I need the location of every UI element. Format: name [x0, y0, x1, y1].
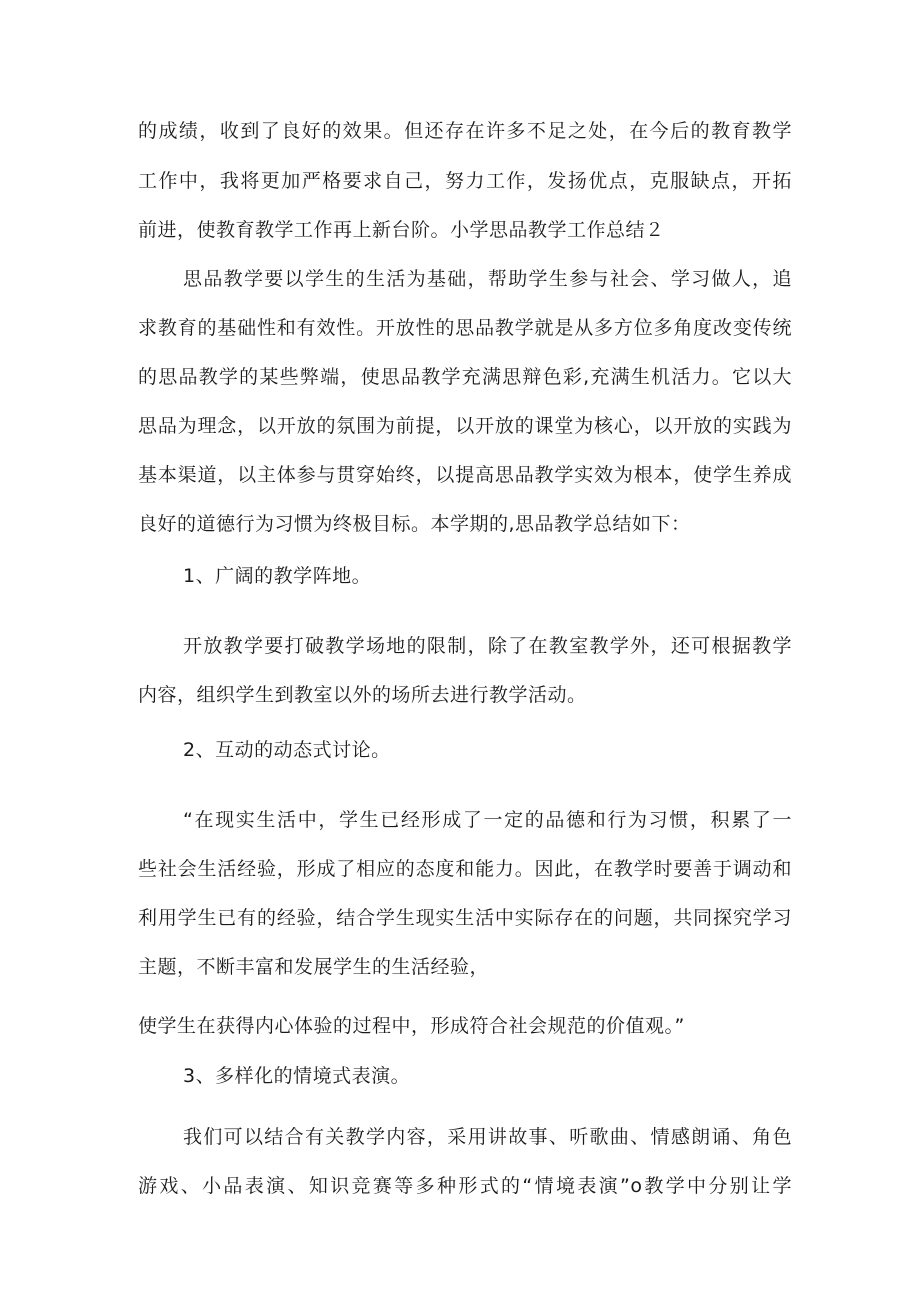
text-line: 前进，使教育教学工作再上新台阶。小学思品教学工作总结２ — [138, 219, 665, 241]
section-heading: 2、互动的动态式讨论。 — [183, 739, 391, 761]
text-line: 基本渠道，以主体参与贯穿始终，以提高思品教学实效为根本，使学生养成 — [138, 464, 792, 486]
text-line: 的成绩，收到了良好的效果。但还存在许多不足之处，在今后的教育教学 — [138, 120, 792, 142]
text-line: 利用学生已有的经验，结合学生现实生活中实际存在的问题，共同探究学习 — [138, 907, 792, 929]
text-line: 良好的道德行为习惯为终极目标。本学期的,思品教学总结如下： — [138, 513, 691, 535]
text-line: 游戏、小品表演、知识竞赛等多种形式的“情境表演”o教学中分别让学 — [138, 1175, 792, 1197]
text-line: 使学生在获得内心体验的过程中，形成符合社会规范的价值观。” — [138, 1015, 685, 1037]
text-line: “在现实生活中，学生已经形成了一定的品德和行为习惯，积累了一 — [183, 809, 792, 831]
section-heading: 1、广阔的教学阵地。 — [183, 565, 372, 587]
text-line: 主题，不断丰富和发展学生的生活经验， — [138, 956, 490, 978]
text-line: 我们可以结合有关教学内容，采用讲故事、听歌曲、情感朗诵、角色 — [183, 1126, 792, 1148]
text-line: 的思品教学的某些弊端，使思品教学充满思辩色彩,充满生机活力。它以大 — [138, 366, 792, 388]
text-line: 开放教学要打破教学场地的限制，除了在教室教学外，还可根据教学 — [183, 635, 792, 657]
text-line: 思品教学要以学生的生活为基础，帮助学生参与社会、学习做人，追 — [183, 268, 792, 290]
text-line: 些社会生活经验，形成了相应的态度和能力。因此，在教学时要善于调动和 — [138, 858, 792, 880]
text-line: 思品为理念，以开放的氛围为前提，以开放的课堂为核心，以开放的实践为 — [138, 415, 792, 437]
text-line: 内容，组织学生到教室以外的场所去进行教学活动。 — [138, 684, 587, 706]
text-line: 工作中，我将更加严格要求自己，努力工作，发扬优点，克服缺点，开拓 — [138, 170, 792, 192]
section-heading: 3、多样化的情境式表演。 — [183, 1065, 411, 1087]
text-line: 求教育的基础性和有效性。开放性的思品教学就是从多方位多角度改变传统 — [138, 317, 792, 339]
